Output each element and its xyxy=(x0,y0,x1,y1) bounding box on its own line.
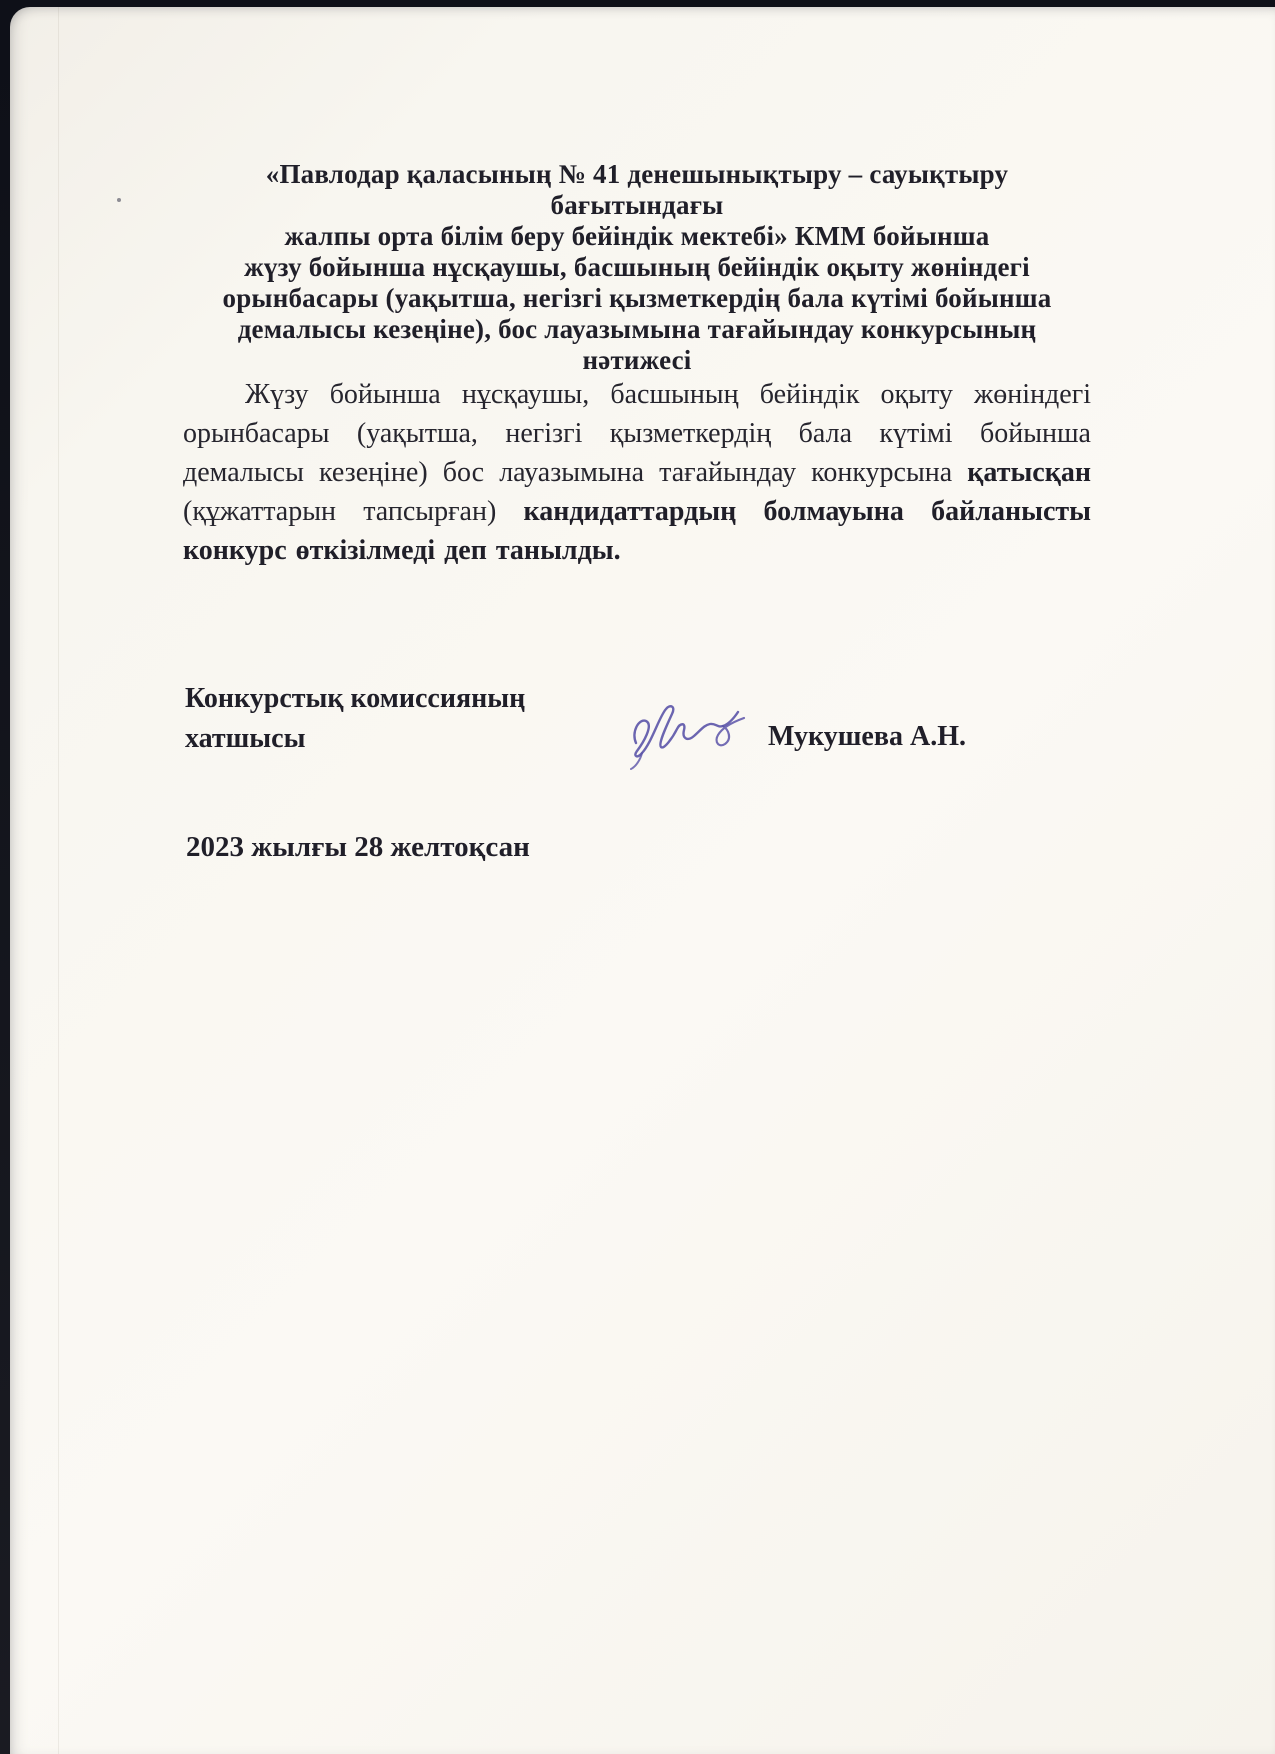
title-line: жалпы орта білім беру бейіндік мектебі» КММ бойынша xyxy=(284,221,990,251)
document-date: 2023 жылғы 28 желтоқсан xyxy=(186,831,530,863)
body-text-segment-bold: қатысқан xyxy=(967,457,1091,488)
body-text-segment-bold: кандидаттардың болмауына байланысты конкурс өткізілмеді деп танылды. xyxy=(183,496,1091,566)
document-page xyxy=(10,7,1275,1754)
body-paragraph xyxy=(183,375,1091,570)
title-line: орынбасары (уақытша, негізгі қызметкердің бала күтімі бойынша xyxy=(222,283,1052,313)
paper-fold-line xyxy=(58,7,59,1754)
title-line: демалысы кезеңіне), бос лауазымына тағайындау конкурсының нәтижесі xyxy=(237,314,1037,375)
signature-role-block xyxy=(185,679,525,759)
signature-name: Мукушева А.Н. xyxy=(768,721,966,752)
title-line: жүзу бойынша нұсқаушы, басшының бейіндік оқыту жөніндегі xyxy=(244,252,1030,282)
signature-role-line: хатшысы xyxy=(185,723,306,754)
body-text-segment: Жүзу бойынша нұсқаушы, басшының бейіндік оқыту жөніндегі орынбасары (уақытша, негізгі қызметкердің бала күтімі бойынша демалысы кезеңіне) бос лауазымына тағайындау конкурсына xyxy=(183,379,1091,488)
title-line: «Павлодар қаласының № 41 денешынықтыру – сауықтыру бағытындағы xyxy=(265,159,1009,220)
document-title xyxy=(182,159,1092,376)
signature-scribble xyxy=(628,689,763,779)
body-text-segment: (құжаттарын тапсырған) xyxy=(183,496,524,527)
signature-role-line: Конкурстық комиссияның xyxy=(185,683,526,714)
scan-speck xyxy=(117,198,121,202)
